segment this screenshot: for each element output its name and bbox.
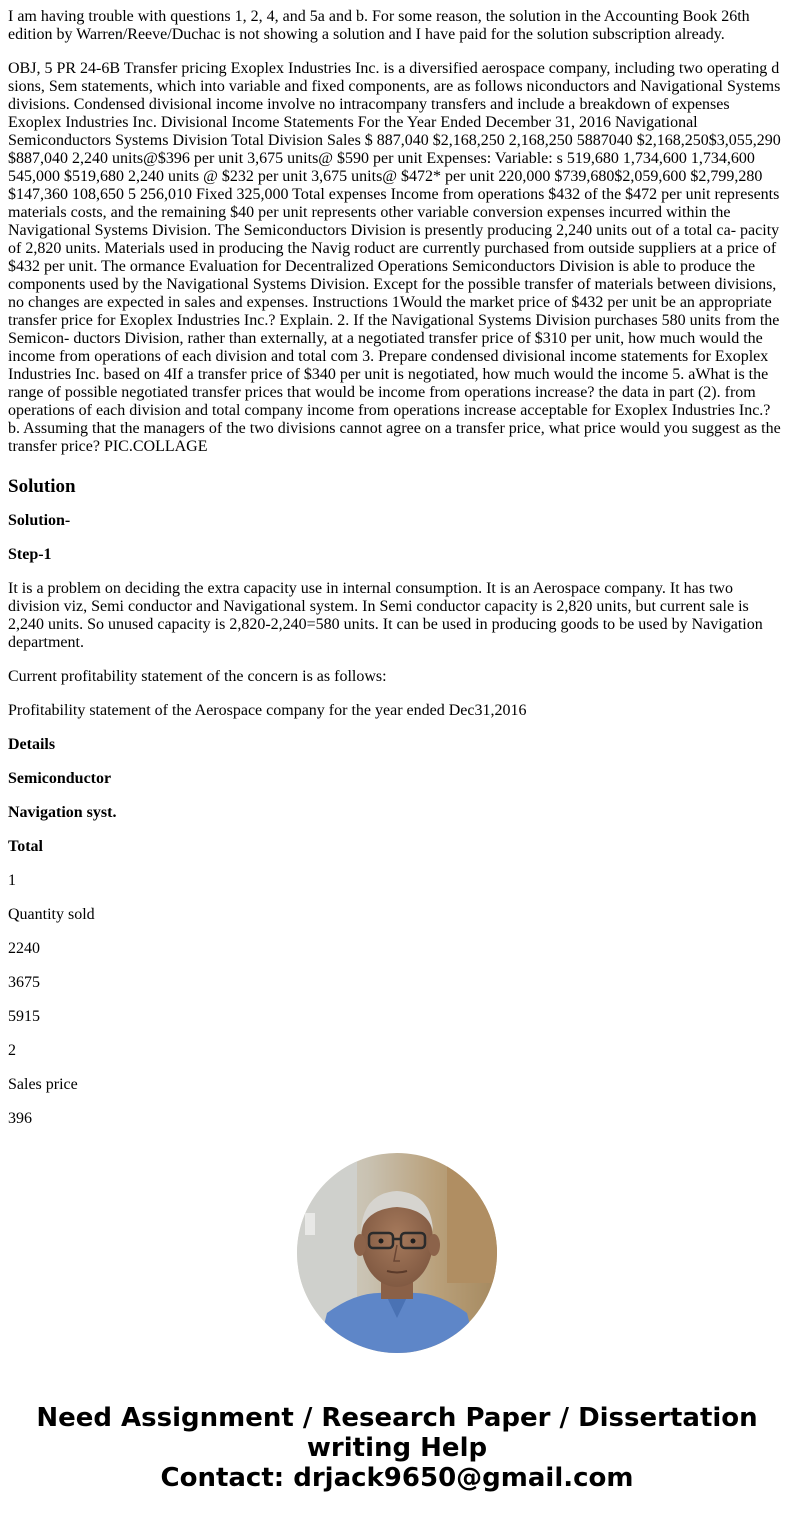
statement-title: Profitability statement of the Aerospace company for the year ended Dec31,2016 bbox=[8, 702, 527, 719]
promo-contact: Contact: drjack9650@gmail.com bbox=[160, 1463, 634, 1493]
promo-line: Need Assignment / Research Paper / Dissertation bbox=[36, 1403, 758, 1433]
question-body: OBJ, 5 PR 24-6B Transfer pricing Exoplex Industries Inc. is a diversified aerospace company, including two operating d sions, Sem statements, which into variable and fixed components, are as follows niconductors and Navigational Systems divisions. Condensed divisional income involve no intracompany transfers and include a breakdown of expenses Exoplex Industries Inc. Divisional Income Statements For the Year Ended December 31, 2016 Navigational Semiconductors Systems Division Total Division Sales $ 887,040 $2,168,250 2,168,250 5887040 $2,168,250$3,055,290 $887,040 2,240 units@$396 per unit 3,675 units@ $590 per unit Expenses: Variable: s 519,680 1,734,600 1,734,600 545,000 $519,680 2,240 units @ $232 per unit 3,675 units@ $472* per unit 220,000 $739,680$2,059,600 $2,799,280 $147,360 108,650 5 256,010 Fixed 325,000 Total expenses Income from operations $432 of the $472 per unit represents materials costs, and the remaining $40 per unit represents other variable conversion expenses incurred within the Navigational Systems Division. The Semiconductors Division is presently producing 2,240 units out of a total ca- pacity of 2,820 units. Materials used in producing the Navig roduct are currently purchased from outside suppliers at a price of $432 per unit. The ormance Evaluation for Decentralized Operations Semiconductors Division is able to produce the components used by the Navigational Systems Division. Except for the possible transfer of materials between divisions, no changes are expected in sales and expenses. Instructions 1Would the market price of $432 per unit be an appropriate transfer price for Exoplex Industries Inc.? Explain. 2. If the Navigational Systems Division purchases 580 units from the Semicon- ductors Division, rather than externally, at a negotiated transfer price of $310 per unit, how much would the income from operations of each division and total com 3. Prepare condensed divisional income statements for Exoplex Industries Inc. based on 4If a transfer price of $340 per unit is negotiated, how much would the income 5. aWhat is the range of possible negotiated transfer prices that would be income from operations increase? the data in part (2). from operations of each division and total company income from operations increase acceptable for Exoplex Industries Inc.? b. Assuming that the managers of the two divisions cannot agree on a transfer price, what price would you suggest as the transfer price? PIC.COLLAGE bbox=[8, 60, 781, 455]
row-cell: 2240 bbox=[8, 940, 40, 957]
solution-paragraph: It is a problem on deciding the extra capacity use in internal consumption. It is an Aerospace company. It has two division viz, Semi conductor and Navigational system. In Semi conductor capacity is 2,820 units, but current sale is 2,240 units. So unused capacity is 2,820-2,240=580 units. It can be used in producing goods to be used by Navigation department. bbox=[8, 580, 763, 651]
row-cell: 3675 bbox=[8, 974, 40, 991]
solution-label: Solution- bbox=[8, 512, 71, 529]
row-number: 1 bbox=[8, 872, 16, 889]
solution-document bbox=[8, 0, 782, 1123]
avatar bbox=[297, 1153, 497, 1353]
step-label: Step-1 bbox=[8, 546, 52, 563]
table-header-total: Total bbox=[8, 838, 43, 855]
promo-line: writing Help bbox=[306, 1433, 488, 1463]
table-header-details: Details bbox=[8, 736, 56, 753]
statement-intro: Current profitability statement of the concern is as follows: bbox=[8, 668, 387, 685]
promo-text bbox=[0, 1403, 794, 1493]
row-number: 2 bbox=[8, 1042, 16, 1059]
table-header-navigation: Navigation syst. bbox=[8, 804, 117, 821]
solution-heading: Solution bbox=[8, 476, 76, 497]
question-intro: I am having trouble with questions 1, 2, 4, and 5a and b. For some reason, the solution in the Accounting Book 26th edition by Warren/Reeve/Duchac is not showing a solution and I have paid for the solution subscription already. bbox=[8, 8, 750, 43]
row-label: Sales price bbox=[8, 1076, 78, 1093]
promo-banner bbox=[0, 1123, 794, 1523]
person-portrait-icon bbox=[297, 1153, 497, 1353]
row-label: Quantity sold bbox=[8, 906, 95, 923]
row-cell: 5915 bbox=[8, 1008, 40, 1025]
table-header-semiconductor: Semiconductor bbox=[8, 770, 112, 787]
row-cell: 396 bbox=[8, 1110, 32, 1123]
